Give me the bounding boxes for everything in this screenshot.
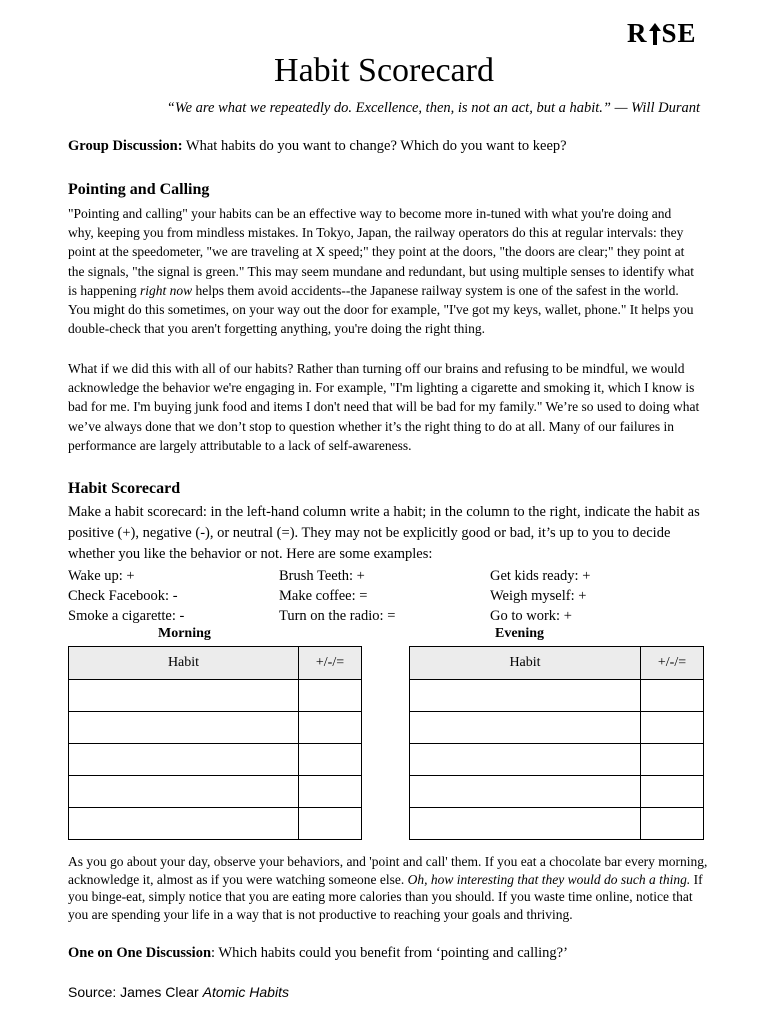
example-item: Go to work: + [490,607,572,624]
table-row [410,680,704,712]
sign-cell[interactable] [299,808,362,840]
sign-column-header: +/-/= [641,647,704,680]
sign-cell[interactable] [641,712,704,744]
sign-cell[interactable] [641,680,704,712]
examples-column-2 [279,567,395,626]
table-row [410,712,704,744]
source-label: Source: James Clear [68,984,203,1000]
sign-cell[interactable] [641,744,704,776]
habit-cell[interactable] [69,680,299,712]
table-row [69,680,362,712]
scorecard-heading: Habit Scorecard [68,480,181,497]
evening-habit-table [409,646,704,840]
sign-cell[interactable] [641,808,704,840]
table-row [410,808,704,840]
habit-cell[interactable] [69,776,299,808]
rise-logo [627,18,697,49]
group-discussion-label: Group Discussion: [68,138,183,154]
habit-cell[interactable] [410,712,641,744]
pointing-p1-text-a: "Pointing and calling" your habits can be an effective way to become more in-tuned with what you're doing and why, keeping you from mindless mistakes. In Tokyo, Japan, the railway operators do this at regular intervals: they point at the speedometer, "we are traveling at X speed;" they point at the doors, "the doors are clear;" they point at the signals, "the signal is green." This may seem mundane and redundant, but using multiple senses to identify what is happening [68,206,695,298]
example-item: Brush Teeth: + [279,568,365,584]
source-citation [68,984,289,1000]
example-item: Wake up: + [68,568,135,584]
logo-letters-se: SE [661,18,697,48]
table-row [69,712,362,744]
scorecard-intro: Make a habit scorecard: in the left-hand column write a habit; in the column to the right, indicate the habit as positive (+), negative (-), or neutral (=). They may not be explicitly good or bad, it’s up to you to decide whether you like the behavior or not. Here are some examples: [68,504,700,562]
habit-cell[interactable] [410,776,641,808]
habit-cell[interactable] [410,680,641,712]
observe-emphasis: Oh, how interesting that they would do such a thing. [407,871,691,887]
up-arrow-icon [649,23,661,45]
example-item: Smoke a cigarette: - [68,607,185,624]
example-item: Check Facebook: - [68,587,178,604]
observe-text-a: As you go about your day, observe your behaviors, and 'point and call' them. If you eat a chocolate bar every morning, acknowledge it, almost as if you were watching someone else. [68,854,708,887]
logo-letter-r: R [627,18,648,48]
habit-cell[interactable] [410,808,641,840]
source-book: Atomic Habits [202,984,289,1000]
table-row [69,776,362,808]
sign-cell[interactable] [641,776,704,808]
page-title: Habit Scorecard [274,52,494,89]
habit-cell[interactable] [69,808,299,840]
example-item: Weigh myself: + [490,587,587,604]
one-on-one-text: : Which habits could you benefit from ‘pointing and calling?’ [211,945,568,961]
table-row [69,744,362,776]
habit-cell[interactable] [69,712,299,744]
pointing-p1-text-b: helps them avoid accidents--the Japanese railway system is one of the safest in the world. You might do this sometimes, on your way out the door for example, "I've got my keys, wallet, phone." It helps you double-check that you aren't forgetting anything, you're doing the right thing. [68,282,694,337]
morning-habit-table [68,646,362,840]
pointing-p1-emphasis: right now [140,282,193,298]
example-item: Turn on the radio: = [279,607,396,624]
table-row [410,776,704,808]
sign-column-header: +/-/= [299,647,362,680]
pointing-paragraph-2: What if we did this with all of our habits? Rather than turning off our brains and refusing to be mindful, we would acknowledge the behavior we're engaging in. For example, "I'm lighting a cigarette and smoking it, which I know is bad for me. I'm buying junk food and items I don't need that will be bad for my family." We’re so used to doing what we’ve always done that we don’t stop to question whether it’s the right thing to do at all. Many of our failures in performance are largely attributable to a lack of self-awareness. [68,361,700,453]
sign-cell[interactable] [299,744,362,776]
table-row [69,808,362,840]
habit-column-header: Habit [69,647,299,680]
observe-paragraph [68,853,708,923]
morning-label: Morning [158,626,211,641]
pointing-paragraph-1 [68,204,700,338]
example-item: Get kids ready: + [490,568,591,584]
table-row [410,744,704,776]
pointing-heading: Pointing and Calling [68,181,210,198]
habit-cell[interactable] [410,744,641,776]
group-discussion [68,137,700,156]
sign-cell[interactable] [299,680,362,712]
examples-column-1 [68,567,184,626]
observe-text-b: If you binge-eat, simply notice that you are eating more calories than you should. If you waste time online, notice that you are spending your life in a way that is not productive to reaching your goals and thriving. [68,871,703,922]
one-on-one-label: One on One Discussion [68,945,212,961]
group-discussion-text: What habits do you want to change? Which do you want to keep? [182,138,567,154]
habit-column-header: Habit [410,647,641,680]
sign-cell[interactable] [299,712,362,744]
example-item: Make coffee: = [279,587,368,604]
one-on-one-discussion [68,944,700,963]
quote: “We are what we repeatedly do. Excellence, then, is not an act, but a habit.” — Will Durant [166,100,700,116]
sign-cell[interactable] [299,776,362,808]
examples-column-3 [490,567,590,626]
evening-label: Evening [495,626,545,641]
habit-cell[interactable] [69,744,299,776]
